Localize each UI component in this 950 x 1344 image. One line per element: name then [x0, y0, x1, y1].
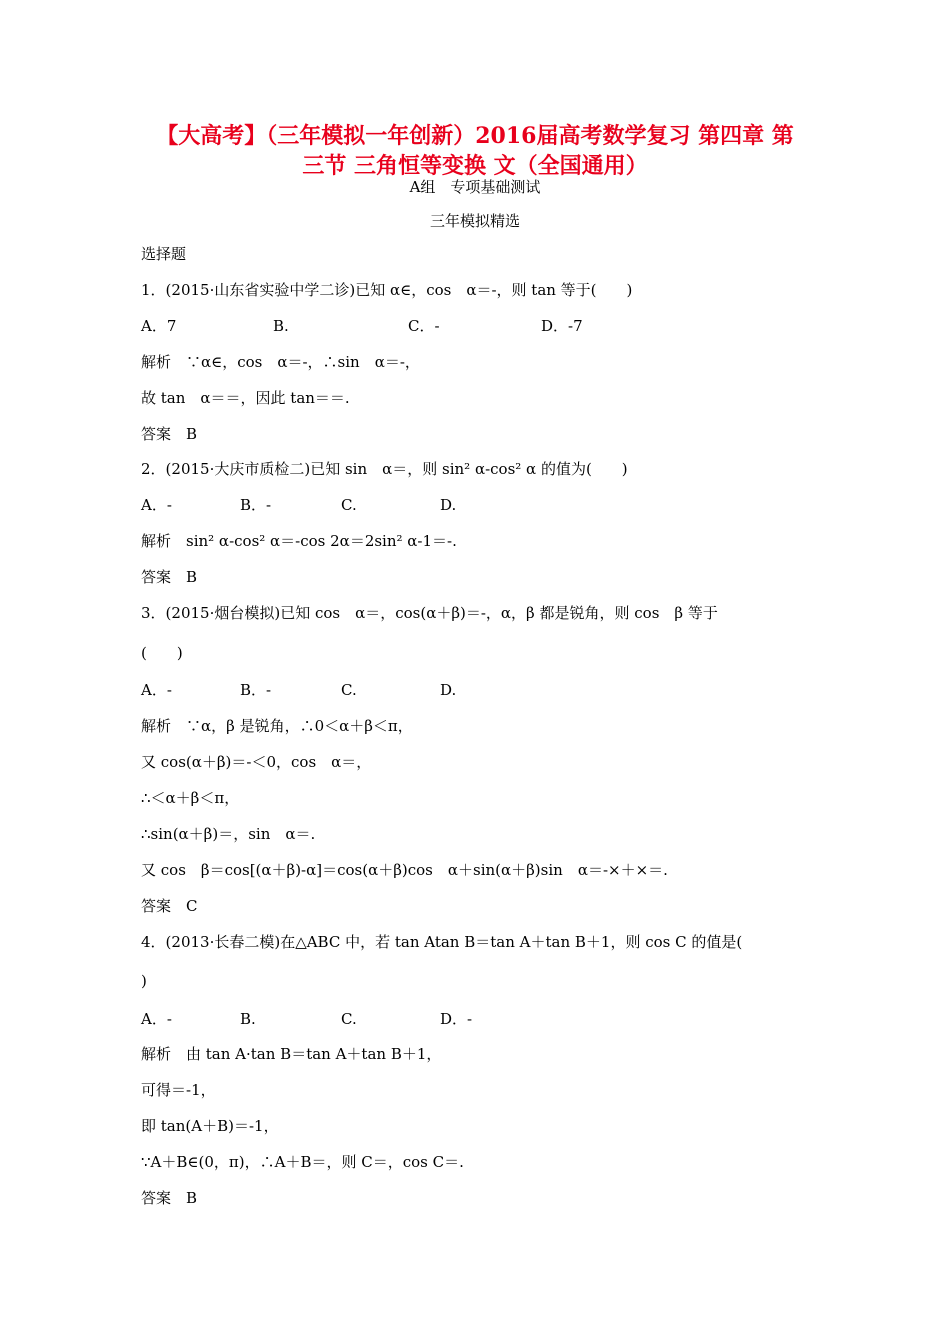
q2-stem: 2．(2015·大庆市质检二)已知 sin α＝，则 sin² α-cos² α 的值为( ) — [141, 460, 628, 478]
q4-stem: 4．(2013·长春二模)在△ABC 中，若 tan Atan B＝tan A＋tan B＋1，则 cos C 的值是( — [141, 933, 743, 951]
q4-option-d: D．- — [440, 1010, 473, 1028]
q4-solution-line: 即 tan(A＋B)＝-1， — [141, 1117, 279, 1135]
q3-stem-cont: ( ) — [141, 644, 183, 662]
q1-option-b: B. — [273, 317, 289, 335]
q3-option-b: B．- — [240, 681, 272, 699]
q4-stem-cont: ) — [141, 972, 147, 990]
q1-solution-line: 解析 ∵α∈，cos α＝-，∴sin α＝-， — [141, 353, 420, 371]
q1-options — [141, 316, 821, 336]
q2-option-a: A．- — [141, 496, 172, 514]
q3-solution-line: 又 cos β＝cos[(α＋β)-α]＝cos(α＋β)cos α＋sin(α＋β)sin α＝-×＋×＝. — [141, 861, 668, 879]
q3-options — [141, 680, 821, 700]
q4-option-b: B. — [240, 1010, 256, 1028]
q1-option-d: D．-7 — [541, 317, 583, 335]
q2-options — [141, 495, 821, 515]
q4-options — [141, 1009, 821, 1029]
q2-option-b: B．- — [240, 496, 272, 514]
section-heading: 选择题 — [141, 245, 187, 263]
q2-option-d: D. — [440, 496, 457, 514]
q3-option-a: A．- — [141, 681, 172, 699]
q1-solution-line: 故 tan α＝＝，因此 tan＝＝. — [141, 389, 350, 407]
q4-option-c: C. — [341, 1010, 357, 1028]
q1-option-a: A．7 — [141, 317, 177, 335]
q3-option-c: C. — [341, 681, 357, 699]
q2-option-c: C. — [341, 496, 357, 514]
q3-option-d: D. — [440, 681, 457, 699]
q3-solution-line: 又 cos(α＋β)＝-＜0，cos α＝， — [141, 753, 372, 771]
q3-answer: 答案 C — [141, 897, 198, 915]
q4-solution-line: 解析 由 tan A·tan B＝tan A＋tan B＋1， — [141, 1045, 442, 1063]
q2-answer: 答案 B — [141, 568, 198, 586]
group-heading: A组 专项基础测试 — [409, 178, 541, 196]
q2-solution-line: 解析 sin² α-cos² α＝-cos 2α＝2sin² α-1＝-. — [141, 532, 457, 550]
q4-answer: 答案 B — [141, 1189, 198, 1207]
q3-solution-line: 解析 ∵α，β 是锐角，∴0＜α＋β＜π， — [141, 717, 413, 735]
q1-option-c: C．- — [408, 317, 440, 335]
q3-solution-line: ∴＜α＋β＜π， — [141, 789, 240, 807]
doc-title-line2: 三节 三角恒等变换 文（全国通用） — [302, 153, 648, 179]
q4-solution-line: 可得＝-1， — [141, 1081, 216, 1099]
q4-solution-line: ∵A＋B∈(0，π)，∴A＋B＝，则 C＝，cos C＝. — [141, 1153, 464, 1171]
q3-stem: 3．(2015·烟台模拟)已知 cos α＝，cos(α＋β)＝-，α，β 都是锐角，则 cos β 等于 — [141, 604, 718, 622]
q1-stem: 1．(2015·山东省实验中学二诊)已知 α∈，cos α＝-，则 tan 等于( ) — [141, 281, 633, 299]
subgroup-heading: 三年模拟精选 — [429, 212, 520, 230]
q4-option-a: A．- — [141, 1010, 172, 1028]
doc-title-line1: 【大高考】（三年模拟一年创新）2016届高考数学复习 第四章 第 — [156, 123, 794, 149]
q3-solution-line: ∴sin(α＋β)＝，sin α＝. — [141, 825, 316, 843]
q1-answer: 答案 B — [141, 425, 198, 443]
